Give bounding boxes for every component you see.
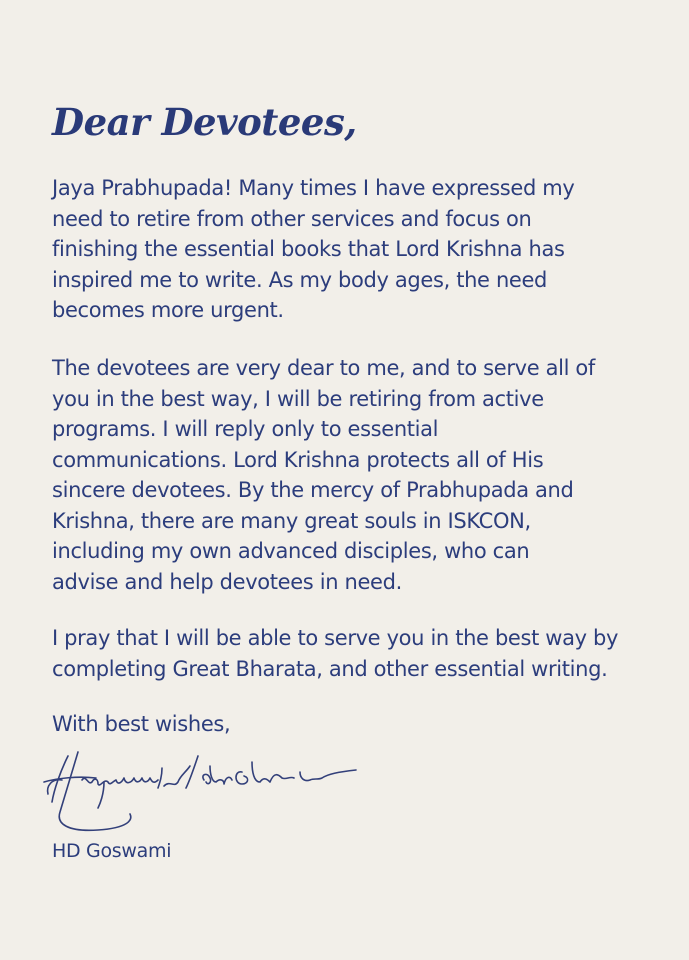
paragraph-line: I pray that I will be able to serve you in the best way by [52,626,619,650]
handwritten-signature [38,742,368,837]
paragraph-1 [52,173,652,326]
signer-name: HD Goswami [52,840,172,862]
paragraph-line: Krishna, there are many great souls in ISKCON, [52,508,531,533]
paragraph-line: completing Great Bharata, and other essential writing. [52,656,608,681]
paragraph-line: advise and help devotees in need. [52,569,402,594]
paragraph-line: sincere devotees. By the mercy of Prabhupada and [52,478,574,502]
salutation: Dear Devotees, [52,100,357,144]
paragraph-3 [52,623,652,684]
paragraph-line: need to retire from other services and focus on [52,206,532,231]
paragraph-line: becomes more urgent. [52,298,284,322]
closing: With best wishes, [52,712,231,736]
paragraph-line: Jaya Prabhupada! Many times I have expressed my [52,176,575,200]
paragraph-line: including my own advanced disciples, who can [52,539,530,563]
paragraph-line: you in the best way, I will be retiring from active [52,386,544,411]
paragraph-line: finishing the essential books that Lord Krishna has [52,237,565,261]
paragraph-line: programs. I will reply only to essential [52,417,439,441]
paragraph-line: inspired me to write. As my body ages, the need [52,267,548,292]
paragraph-2 [52,353,652,597]
paragraph-line: The devotees are very dear to me, and to serve all of [52,356,595,380]
paragraph-line: communications. Lord Krishna protects all of His [52,447,544,472]
